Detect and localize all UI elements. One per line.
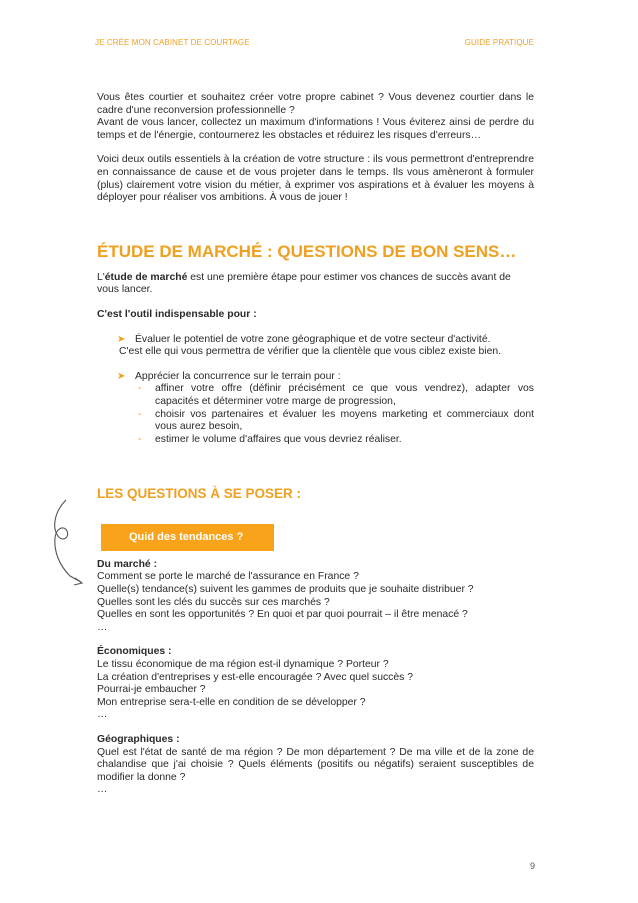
intro-paragraph-1: Vous êtes courtier et souhaitez créer votre propre cabinet ? Vous devenez courtier dans le cadre d'une reconversion professionnelle ? [97, 92, 534, 116]
bullet-1-line-1: Évaluer le potentiel de votre zone géographique et de votre secteur d'activité. [135, 333, 491, 345]
question-line: Comment se porte le marché de l'assurance en France ? [97, 571, 359, 583]
question-line: Quelle(s) tendance(s) suivent les gammes de produits que je souhaite distribuer ? [97, 584, 474, 596]
group-label-geographiques: Géographiques : [97, 734, 180, 745]
etude-title: ÉTUDE DE MARCHÉ : QUESTIONS DE BON SENS… [97, 241, 517, 261]
page-number: 9 [529, 861, 535, 871]
arrow-bullet-icon: ➤ [117, 370, 126, 382]
sub-item [97, 383, 534, 408]
ellipsis: … [97, 784, 108, 796]
dash-icon: - [138, 383, 142, 395]
question-line: Le tissu économique de ma région est-il dynamique ? Porteur ? [97, 659, 389, 671]
etude-lead-prefix: L' [97, 271, 105, 283]
bullet-1-line-2: C'est elle qui vous permettra de vérifier que la clientèle que vous ciblez existe bien. [119, 346, 502, 358]
sub-item-text: choisir vos partenaires et évaluer les moyens marketing et commerciaux dont vous aurez besoin, [155, 408, 534, 433]
question-line: Mon entreprise sera-t-elle en condition de se développer ? [97, 696, 366, 708]
dash-icon: - [138, 408, 142, 420]
arrow-bullet-icon: ➤ [117, 333, 126, 345]
bullet-item-1 [97, 334, 534, 347]
questions-title: LES QUESTIONS À SE POSER : [97, 486, 302, 502]
intro-paragraph-2: Avant de vous lancer, collectez un maximum d'informations ! Vous éviterez ainsi de perdre du temps et de l'énergie, contournerez les obstacles et réduirez les risques d'erreurs… [97, 117, 534, 141]
intro-paragraph-3: Voici deux outils essentiels à la création de votre structure : ils vous permettront d'entreprendre en connaissance de cause et de vous projeter dans le temps. Ils vous amèneront à formuler (plus) clairement votre vision du métier, à exprimer vos aspirations et à évaluer les moyens à déployer pour réaliser vos ambitions. À vous de jouer ! [97, 154, 534, 204]
question-line: Quel est l'état de santé de ma région ? De mon département ? De ma ville et de la zone de chalandise que j'ai choisie ? Quels éléments (positifs ou négatifs) seraient susceptibles de modifier la donne ? [97, 746, 534, 783]
tool-label: C'est l'outil indispensable pour : [97, 308, 257, 320]
sub-item-text: estimer le volume d'affaires que vous devriez réaliser. [155, 433, 402, 445]
bullet-item-2 [97, 371, 534, 384]
group-label-economiques: Économiques : [97, 646, 172, 658]
sub-item-text: affiner votre offre (définir précisément ce que vous vendrez), adapter vos capacités et déterminer votre marge de progression, [155, 383, 534, 407]
question-line: Pourrai-je embaucher ? [97, 684, 206, 696]
ellipsis: … [97, 709, 108, 721]
etude-lead-bold: étude de marché [104, 271, 188, 283]
dash-icon: - [138, 433, 142, 445]
bullet-2-text: Apprécier la concurrence sur le terrain pour : [135, 370, 341, 382]
document-body [97, 92, 534, 797]
question-line: Quelles sont les clés du succès sur ces marchés ? [97, 596, 330, 608]
quid-tendances-button[interactable]: Quid des tendances ? [101, 524, 274, 551]
etude-lead-rest: est une première étape pour estimer vos chances de succès avant de vous lancer. [97, 271, 511, 296]
sub-item [97, 434, 534, 447]
question-line: La création d'entreprises y est-elle encouragée ? Avec quel succès ? [97, 671, 414, 683]
group-label-marche: Du marché : [97, 558, 158, 570]
ellipsis: … [97, 621, 108, 633]
sub-item [97, 409, 534, 434]
curl-arrow-icon [48, 498, 88, 588]
header-left: JE CRÉE MON CABINET DE COURTAGE [95, 38, 250, 47]
etude-lead [97, 272, 534, 297]
question-line: Quelles en sont les opportunités ? En quoi et par quoi pourrait – il être menacé ? [97, 609, 468, 621]
header-right: GUIDE PRATIQUE [464, 38, 534, 47]
